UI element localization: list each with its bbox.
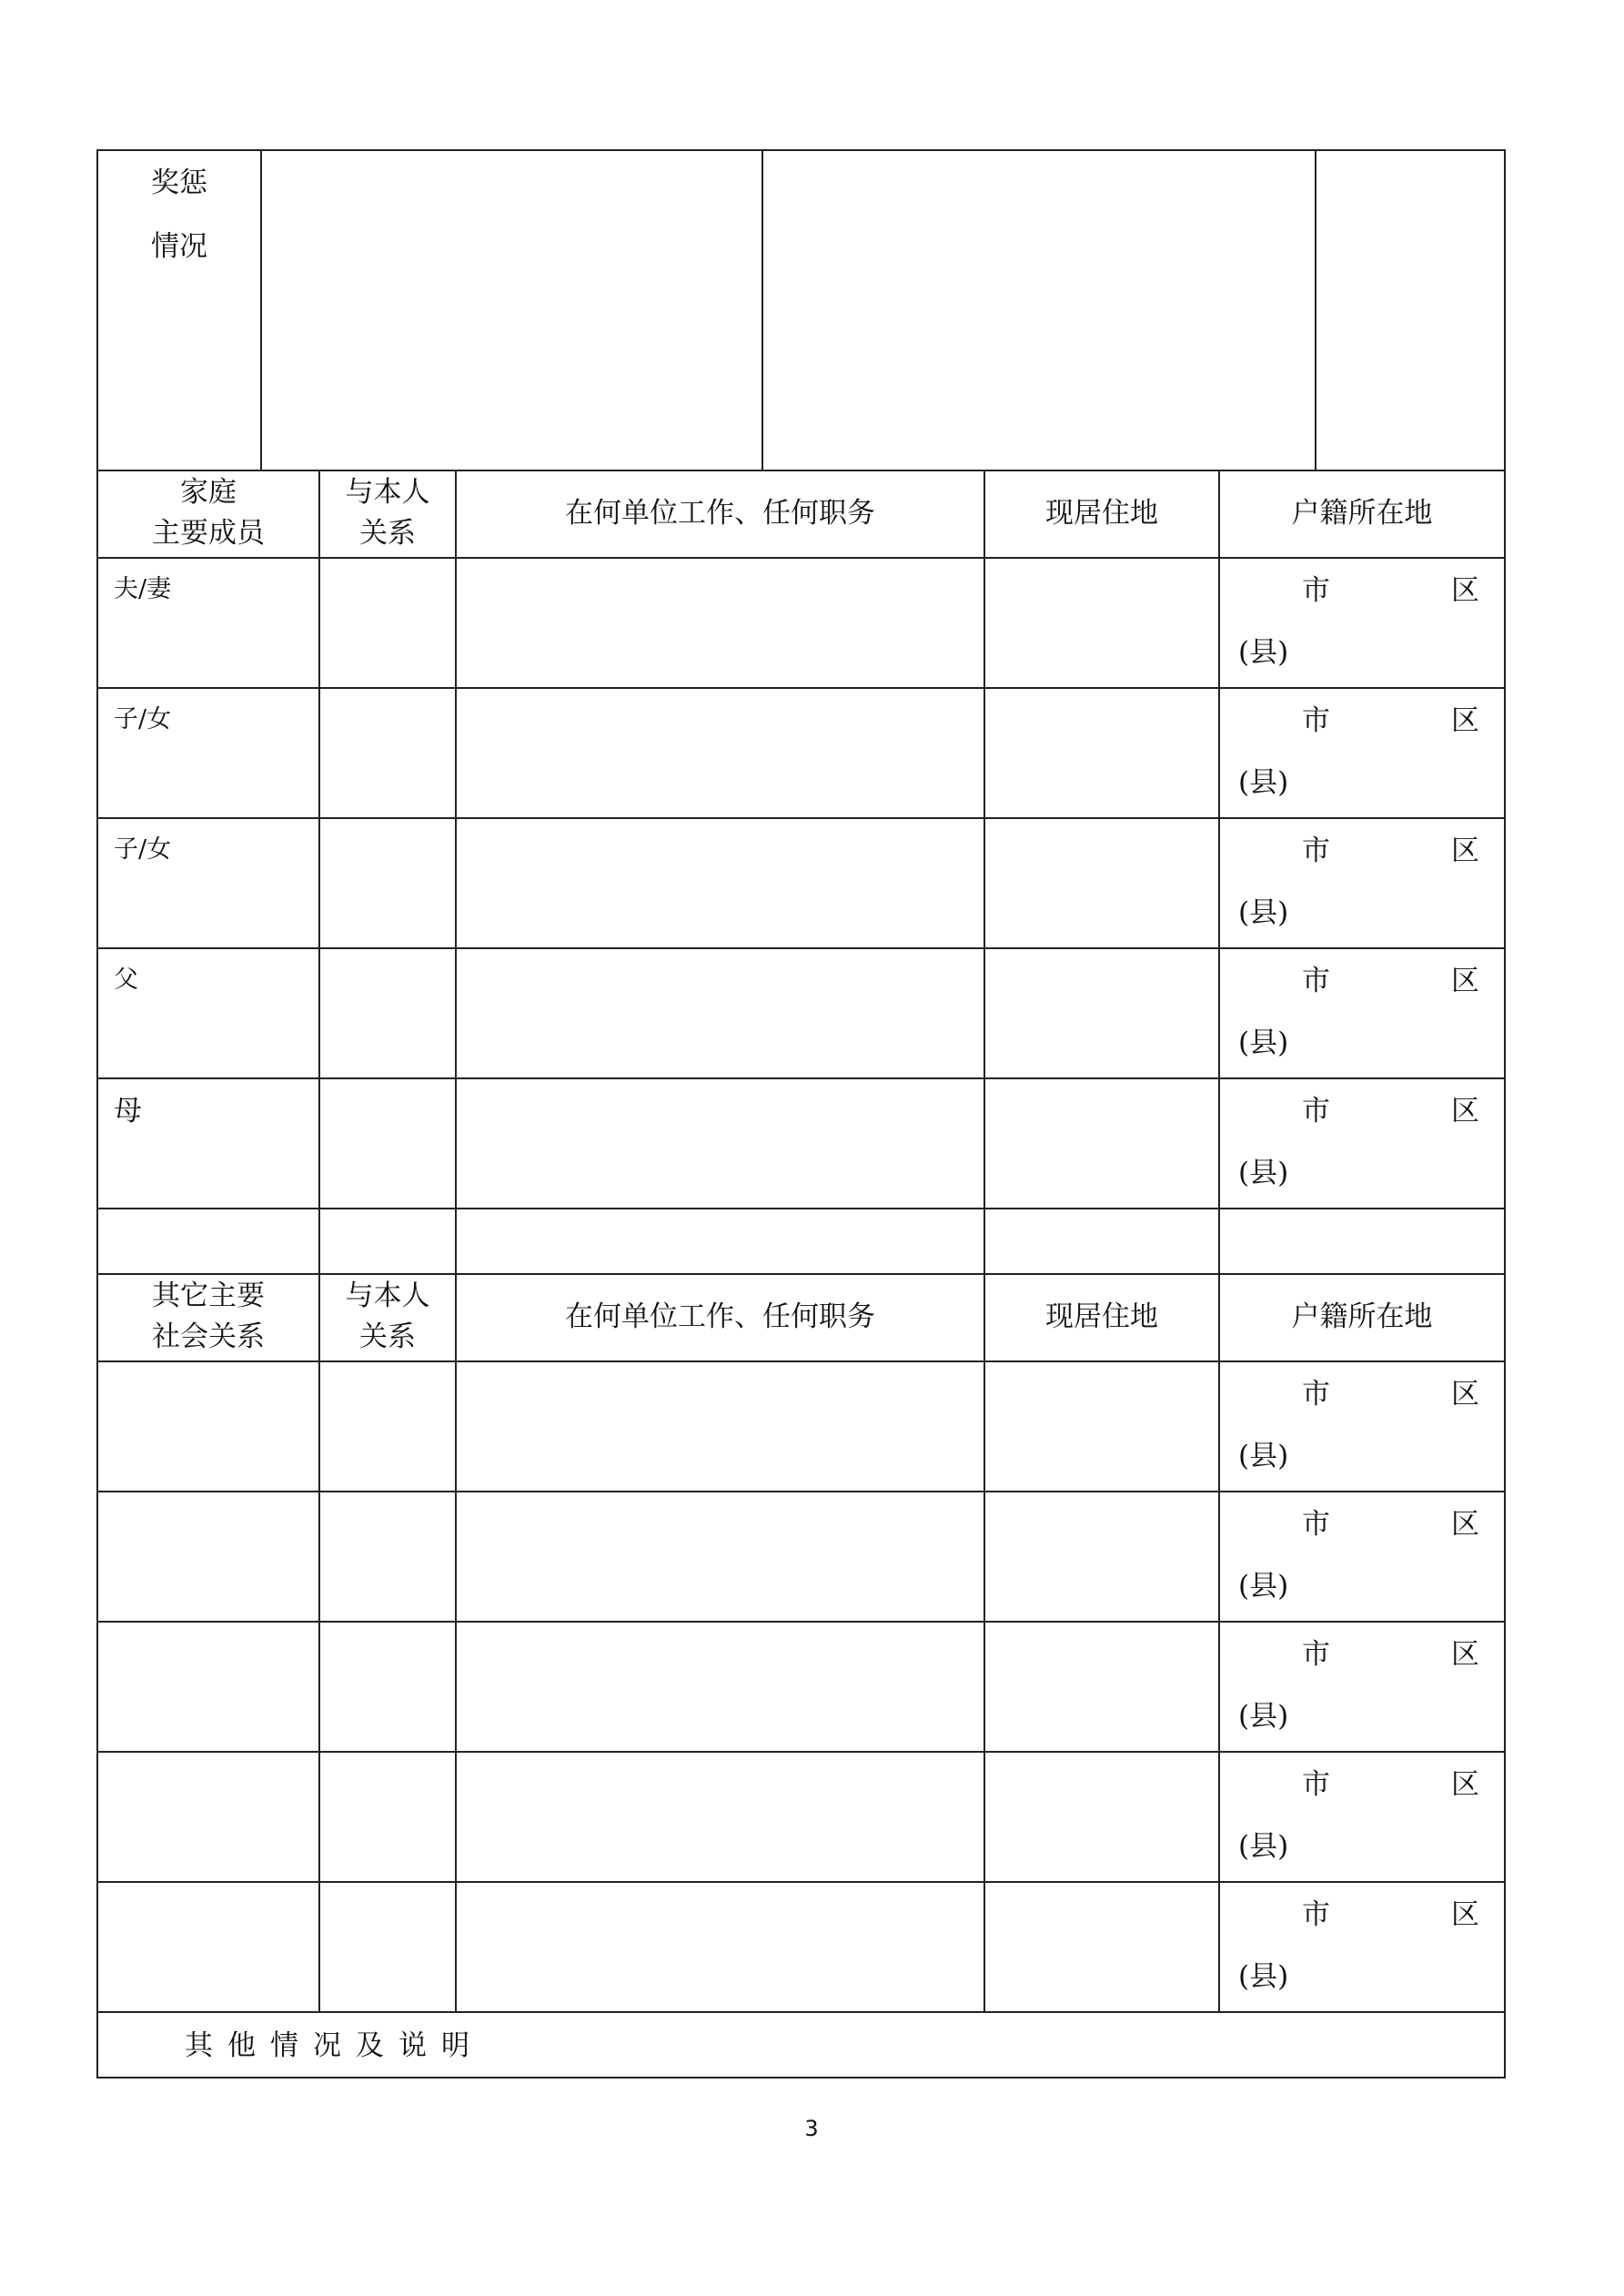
- relation-field[interactable]: [320, 1753, 455, 1881]
- social-relation-header-line1: 与本人: [345, 1279, 430, 1312]
- relation-field[interactable]: [320, 559, 455, 687]
- work-field[interactable]: [457, 689, 983, 817]
- member-field[interactable]: [98, 1883, 318, 2011]
- awards-field-3[interactable]: [1316, 151, 1504, 470]
- residence-field[interactable]: [985, 1623, 1218, 1751]
- city-label: 市: [1302, 1638, 1330, 1671]
- county-label: (县): [1238, 1440, 1289, 1472]
- city-label: 市: [1302, 1768, 1330, 1801]
- work-field[interactable]: [457, 1209, 983, 1273]
- member-field[interactable]: [98, 1362, 318, 1491]
- residence-field[interactable]: [985, 1079, 1218, 1208]
- county-label: (县): [1238, 1027, 1289, 1059]
- city-label: 市: [1302, 574, 1330, 607]
- county-label: (县): [1238, 636, 1289, 669]
- family-relation-header-line2: 关系: [359, 517, 416, 550]
- residence-field[interactable]: [985, 819, 1218, 947]
- member-field[interactable]: [98, 1753, 318, 1881]
- social-household-header: 户籍所在地: [1291, 1300, 1433, 1333]
- work-field[interactable]: [457, 1079, 983, 1208]
- household-field[interactable]: [1220, 1753, 1504, 1881]
- work-field[interactable]: [457, 1492, 983, 1621]
- county-label: (县): [1238, 896, 1289, 929]
- city-label: 市: [1302, 1095, 1330, 1128]
- household-field[interactable]: [1220, 559, 1504, 687]
- district-label: 区: [1451, 1378, 1479, 1411]
- family-member-cell: 夫/妻: [114, 575, 172, 603]
- family-member-cell: 母: [114, 1095, 142, 1128]
- relation-field[interactable]: [320, 1492, 455, 1621]
- county-label: (县): [1238, 1830, 1289, 1863]
- city-label: 市: [1302, 965, 1330, 997]
- county-label: (县): [1238, 766, 1289, 799]
- residence-field[interactable]: [985, 1753, 1218, 1881]
- other-info-field[interactable]: [98, 2013, 1504, 2077]
- family-household-header: 户籍所在地: [1291, 497, 1433, 530]
- residence-field[interactable]: [985, 1362, 1218, 1491]
- family-relation-header-line1: 与本人: [345, 476, 430, 509]
- work-field[interactable]: [457, 819, 983, 947]
- district-label: 区: [1451, 1508, 1479, 1541]
- residence-field[interactable]: [985, 1492, 1218, 1621]
- household-field[interactable]: [1220, 1362, 1504, 1491]
- awards-field-2[interactable]: [763, 151, 1315, 470]
- district-label: 区: [1451, 1638, 1479, 1671]
- family-member-cell: 子/女: [114, 835, 172, 864]
- household-field[interactable]: [1220, 1492, 1504, 1621]
- residence-field[interactable]: [985, 689, 1218, 817]
- relation-field[interactable]: [320, 949, 455, 1077]
- relation-field[interactable]: [320, 1079, 455, 1208]
- household-field[interactable]: [1220, 689, 1504, 817]
- family-work-header: 在何单位工作、任何职务: [565, 497, 875, 530]
- household-field[interactable]: [1220, 819, 1504, 947]
- family-members-header-line1: 家庭: [180, 476, 237, 509]
- county-label: (县): [1238, 1157, 1289, 1189]
- relation-field[interactable]: [320, 1362, 455, 1491]
- work-field[interactable]: [457, 1883, 983, 2011]
- work-field[interactable]: [457, 1362, 983, 1491]
- district-label: 区: [1451, 1095, 1479, 1128]
- relation-field[interactable]: [320, 1623, 455, 1751]
- awards-label-line2: 情况: [151, 230, 207, 263]
- awards-field-1[interactable]: [262, 151, 762, 470]
- page-number: 3: [804, 2116, 819, 2141]
- family-member-cell: 子/女: [114, 705, 172, 733]
- city-label: 市: [1302, 1898, 1330, 1931]
- social-members-header-line2: 社会关系: [152, 1320, 265, 1353]
- city-label: 市: [1302, 1508, 1330, 1541]
- household-field[interactable]: [1220, 1209, 1504, 1273]
- household-field[interactable]: [1220, 949, 1504, 1077]
- other-info-label: 其他情况及说明: [185, 2029, 484, 2062]
- residence-field[interactable]: [985, 1883, 1218, 2011]
- district-label: 区: [1451, 574, 1479, 607]
- county-label: (县): [1238, 1960, 1289, 1993]
- member-field[interactable]: [98, 1492, 318, 1621]
- family-residence-header: 现居住地: [1045, 497, 1158, 530]
- family-members-header-line2: 主要成员: [152, 517, 265, 550]
- social-residence-header: 现居住地: [1045, 1300, 1158, 1333]
- city-label: 市: [1302, 704, 1330, 737]
- residence-field[interactable]: [985, 949, 1218, 1077]
- district-label: 区: [1451, 704, 1479, 737]
- family-member-cell: 父: [114, 966, 138, 994]
- county-label: (县): [1238, 1570, 1289, 1603]
- city-label: 市: [1302, 1378, 1330, 1411]
- household-field[interactable]: [1220, 1079, 1504, 1208]
- relation-field[interactable]: [320, 1883, 455, 2011]
- city-label: 市: [1302, 834, 1330, 867]
- county-label: (县): [1238, 1700, 1289, 1733]
- district-label: 区: [1451, 1768, 1479, 1801]
- residence-field[interactable]: [985, 1209, 1218, 1273]
- relation-field[interactable]: [320, 819, 455, 947]
- district-label: 区: [1451, 965, 1479, 997]
- work-field[interactable]: [457, 1623, 983, 1751]
- work-field[interactable]: [457, 559, 983, 687]
- awards-label-line1: 奖惩: [151, 167, 207, 199]
- social-members-header-line1: 其它主要: [152, 1279, 265, 1312]
- member-field[interactable]: [98, 1623, 318, 1751]
- relation-field[interactable]: [320, 689, 455, 817]
- work-field[interactable]: [457, 1753, 983, 1881]
- member-field[interactable]: [98, 1209, 318, 1273]
- residence-field[interactable]: [985, 559, 1218, 687]
- district-label: 区: [1451, 834, 1479, 867]
- relation-field[interactable]: [320, 1209, 455, 1273]
- social-work-header: 在何单位工作、任何职务: [565, 1300, 875, 1333]
- social-relation-header-line2: 关系: [359, 1320, 416, 1353]
- household-field[interactable]: [1220, 1623, 1504, 1751]
- work-field[interactable]: [457, 949, 983, 1077]
- household-field[interactable]: [1220, 1883, 1504, 2011]
- district-label: 区: [1451, 1898, 1479, 1931]
